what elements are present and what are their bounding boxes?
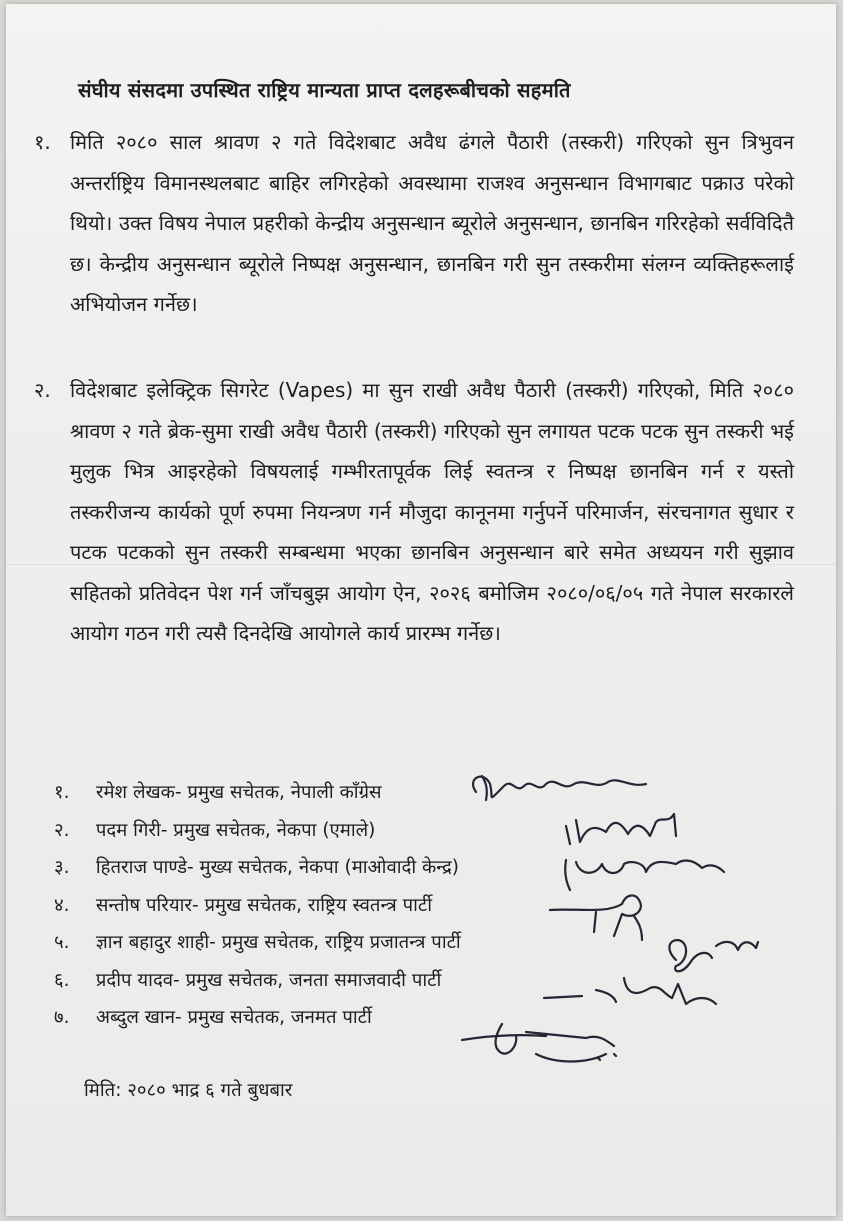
signatory-number: ५.	[54, 932, 70, 953]
signatory-number: १.	[54, 782, 70, 803]
paragraph-2	[34, 370, 794, 654]
document-page	[6, 4, 836, 1216]
signatory-item	[54, 812, 794, 850]
signatory-item	[54, 774, 794, 812]
signatory-number: ४.	[54, 894, 70, 916]
signatory-text: पदम गिरी- प्रमुख सचेतक, नेकपा (एमाले)	[95, 819, 376, 841]
signatory-item	[54, 999, 794, 1037]
paragraph-text: विदेशबाट इलेक्ट्रिक सिगरेट (Vapes) मा सुन राखी अवैध पैठारी (तस्करी) गरिएको, मिति २०८० श्रावण २ गते ब्रेक-सुमा राखी अवैध पैठारी (तस्करी) गरिएको सुन लगायत पटक पटक सुन तस्करी भई मुलुक भित्र आइरहेको विषयलाई गम्भीरतापूर्वक लिई स्वतन्त्र र निष्पक्ष छानबिन गर्न र यस्तो तस्करीजन्य कार्यको पूर्ण रुपमा नियन्त्रण गर्न मौजुदा कानूनमा गर्नुपर्ने परिमार्जन, संरचनागत सुधार र पटक पटकको सुन तस्करी सम्बन्धमा भएका छानबिन अनुसन्धान बारे समेत अध्ययन गरी सुझाव सहितको प्रतिवेदन पेश गर्न जाँचबुझ आयोग ऐन, २०२६ बमोजिम २०८०/०६/०५ गते नेपाल सरकारले आयोग गठन गरी त्यसै दिनदेखि आयोगले कार्य प्रारम्भ गर्नेछ।	[70, 378, 794, 645]
signatory-text: सन्तोष परियार- प्रमुख सचेतक, राष्ट्रिय स्वतन्त्र पार्टी	[95, 894, 432, 916]
signatory-number: २.	[54, 819, 70, 841]
paragraph-number: २.	[34, 378, 51, 402]
signatory-item	[54, 962, 794, 1000]
signatory-item	[54, 887, 794, 925]
signatory-item	[54, 849, 794, 887]
paragraph-1	[34, 122, 794, 325]
signatory-list	[54, 774, 794, 1037]
signatory-number: ३.	[54, 857, 70, 878]
signatory-text: प्रदीप यादव- प्रमुख सचेतक, जनता समाजवादी पार्टी	[95, 969, 442, 991]
signatory-number: ६.	[54, 969, 70, 991]
signatory-text: हितराज पाण्डे- मुख्य सचेतक, नेकपा (माओवादी केन्द्र)	[95, 857, 460, 878]
signatory-text: ज्ञान बहादुर शाही- प्रमुख सचेतक, राष्ट्रिय प्रजातन्त्र पार्टी	[95, 932, 461, 953]
paragraph-text: मिति २०८० साल श्रावण २ गते विदेशबाट अवैध ढंगले पैठारी (तस्करी) गरिएको सुन त्रिभुवन अन्तर्राष्ट्रिय विमानस्थलबाट बाहिर लगिरहेको अवस्थामा राजश्व अनुसन्धान विभागबाट पक्राउ परेको थियो। उक्त विषय नेपाल प्रहरीको केन्द्रीय अनुसन्धान ब्यूरोले अनुसन्धान, छानबिन गरिरहेको सर्वविदितै छ। केन्द्रीय अनुसन्धान ब्यूरोले निष्पक्ष अनुसन्धान, छानबिन गरी सुन तस्करीमा संलग्न व्यक्तिहरूलाई अभियोजन गर्नेछ।	[70, 130, 794, 316]
signatory-number: ७.	[54, 1007, 70, 1028]
document-title: संघीय संसदमा उपस्थित राष्ट्रिय मान्यता प्राप्त दलहरूबीचको सहमति	[78, 78, 571, 102]
document-date: मिति: २०८० भाद्र ६ गते बुधबार	[84, 1080, 293, 1101]
signatory-text: रमेश लेखक- प्रमुख सचेतक, नेपाली काँग्रेस	[95, 782, 382, 803]
signatory-text: अब्दुल खान- प्रमुख सचेतक, जनमत पार्टी	[95, 1007, 372, 1028]
signatory-item	[54, 924, 794, 962]
paragraph-number: १.	[34, 130, 51, 154]
